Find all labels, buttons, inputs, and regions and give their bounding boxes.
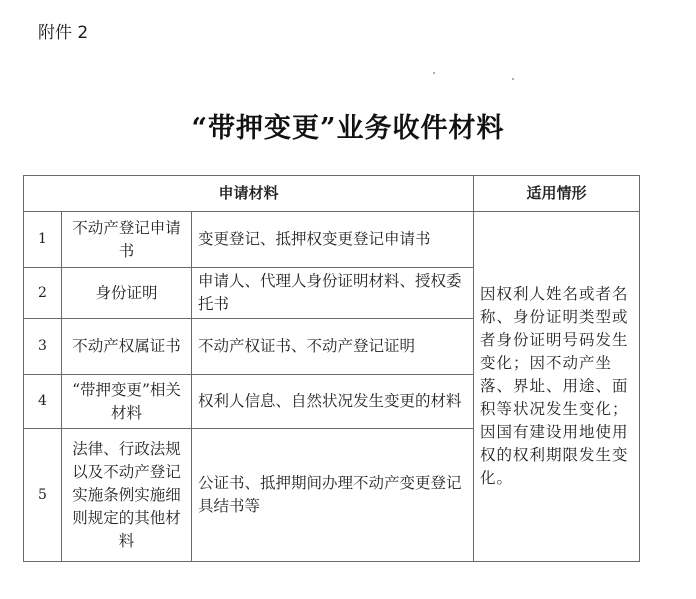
row-number: 2 [24, 268, 62, 319]
applicable-situations: 因权利人姓名或者名称、身份证明类型或者身份证明号码发生变化；因不动产坐落、界址、用途、面积等状况发生变化；因国有建设用地使用权的权利期限发生变化。 [474, 212, 640, 562]
scan-speck [512, 78, 514, 80]
row-material-name: 法律、行政法规以及不动产登记实施条例实施细则规定的其他材料 [62, 429, 192, 562]
row-material-name: “带押变更”相关材料 [62, 375, 192, 429]
materials-table [23, 175, 640, 562]
header-applicable: 适用情形 [474, 176, 640, 212]
row-material-detail: 权利人信息、自然状况发生变更的材料 [192, 375, 474, 429]
row-number: 5 [24, 429, 62, 562]
row-material-name: 身份证明 [62, 268, 192, 319]
row-number: 3 [24, 319, 62, 375]
row-material-detail: 公证书、抵押期间办理不动产变更登记具结书等 [192, 429, 474, 562]
row-material-name: 不动产权属证书 [62, 319, 192, 375]
row-number: 4 [24, 375, 62, 429]
attachment-label: 附件 2 [38, 23, 89, 43]
row-material-detail: 不动产权证书、不动产登记证明 [192, 319, 474, 375]
document-title: “带押变更”业务收件材料 [191, 113, 505, 144]
header-materials: 申请材料 [24, 176, 474, 212]
row-material-name: 不动产登记申请书 [62, 212, 192, 268]
table-row [24, 212, 640, 268]
row-number: 1 [24, 212, 62, 268]
row-material-detail: 申请人、代理人身份证明材料、授权委托书 [192, 268, 474, 319]
scan-speck [433, 72, 435, 74]
table-header-row [24, 176, 640, 212]
row-material-detail: 变更登记、抵押权变更登记申请书 [192, 212, 474, 268]
